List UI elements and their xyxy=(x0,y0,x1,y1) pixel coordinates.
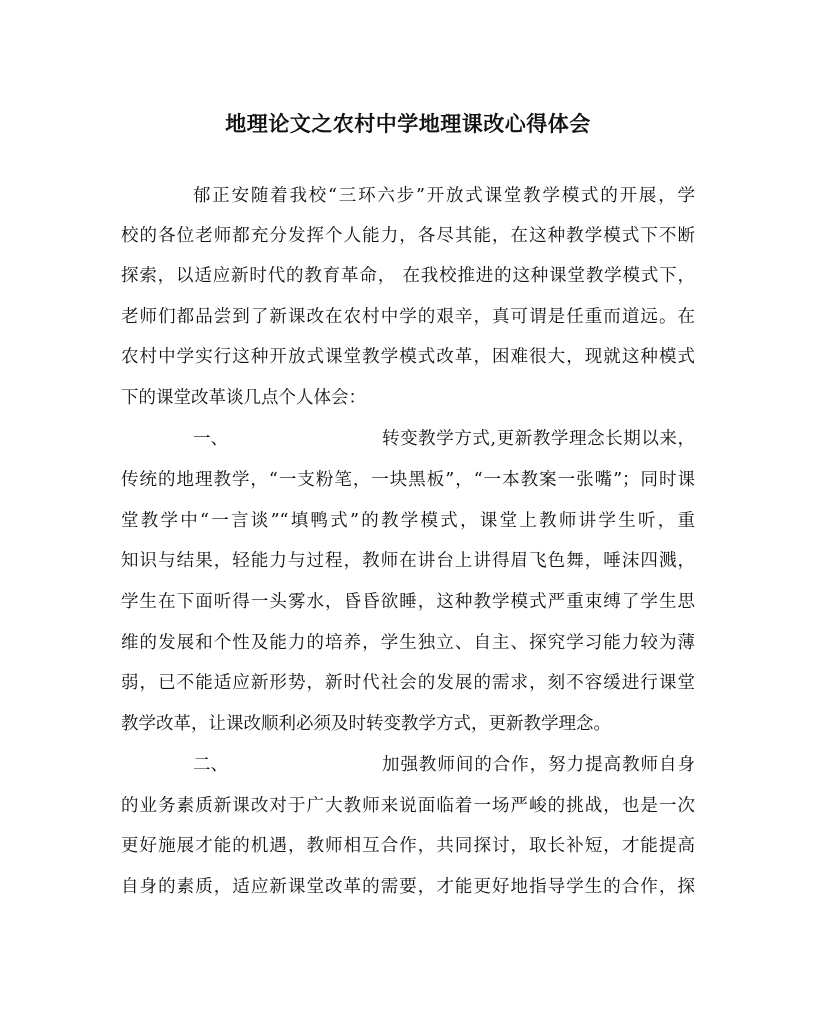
paragraph-line: 知识与结果，轻能力与过程，教师在讲台上讲得眉飞色舞，唾沫四溅， xyxy=(121,551,695,571)
paragraph-line: 传统的地理教学，“一支粉笔，一块黑板”，“一本教案一张嘴”；同时课 xyxy=(121,470,695,490)
paragraph-line: 郁正安随着我校“三环六步”开放式课堂教学模式的开展，学 xyxy=(193,186,695,206)
paragraph-line: 下的课堂改革谈几点个人体会： xyxy=(121,388,366,408)
paragraph-line: 探索，以适应新时代的教育革命， 在我校推进的这种课堂教学模式下， xyxy=(121,266,695,286)
paragraph-line: 教学改革，让课改顺利必须及时转变教学方式，更新教学理念。 xyxy=(121,714,611,734)
paragraph-line: 弱，已不能适应新形势，新时代社会的发展的需求，刻不容缓进行课堂 xyxy=(121,673,695,693)
document-title: 地理论文之农村中学地理课改心得体会 xyxy=(225,111,591,136)
paragraph-line: 更好施展才能的机遇，教师相互合作，共同探讨，取长补短，才能提高 xyxy=(121,836,695,856)
paragraph-line: 堂教学中“一言谈”“填鸭式”的教学模式，课堂上教师讲学生听，重 xyxy=(121,511,695,531)
paragraph-line: 农村中学实行这种开放式课堂教学模式改革，困难很大，现就这种模式 xyxy=(121,347,695,367)
section-heading-text: 转变教学方式,更新教学理念长期以来， xyxy=(382,429,695,449)
section-heading-text: 加强教师间的合作，努力提高教师自身 xyxy=(382,755,695,775)
paragraph-line: 老师们都品尝到了新课改在农村中学的艰辛，真可谓是任重而道远。在 xyxy=(121,307,695,327)
paragraph-line: 的业务素质新课改对于广大教师来说面临着一场严峻的挑战，也是一次 xyxy=(121,796,695,816)
section-number: 一、 xyxy=(193,429,228,449)
paragraph-line: 维的发展和个性及能力的培养，学生独立、自主、探究学习能力较为薄 xyxy=(121,633,695,653)
paragraph-line: 校的各位老师都充分发挥个人能力，各尽其能，在这种教学模式下不断 xyxy=(121,226,695,246)
section-number: 二、 xyxy=(193,755,228,775)
paragraph-line: 自身的素质，适应新课堂改革的需要，才能更好地指导学生的合作，探 xyxy=(121,877,695,897)
paragraph-line: 学生在下面听得一头雾水，昏昏欲睡，这种教学模式严重束缚了学生思 xyxy=(121,592,695,612)
